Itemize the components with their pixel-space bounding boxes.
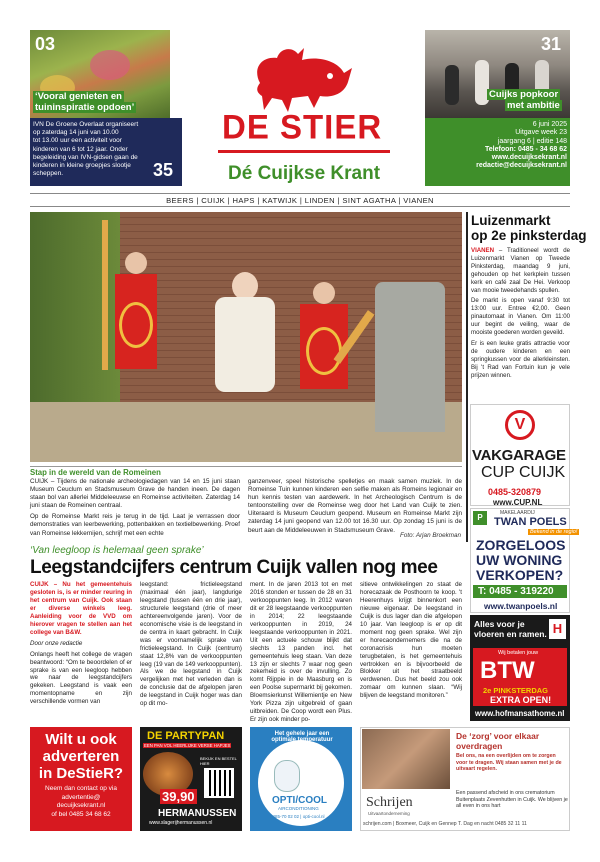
promo-right-title-1: Cuijks popkoor: [489, 89, 559, 100]
places-rule-top: [30, 193, 570, 194]
vakgarage-sub: CUP CUIJK: [481, 464, 566, 481]
hofman-btw: BTW: [480, 657, 535, 684]
logo-name: DE STIER: [222, 107, 383, 146]
article-kicker: ‘Van leegloop is helemaal geen sprake’: [30, 545, 204, 556]
twanpoels-web[interactable]: www.twanpoels.nl: [484, 601, 558, 611]
hofman-l3: 2e PINKSTERDAG: [483, 686, 549, 695]
article-col2: leegstand: frictieleegstand (maximaal één jaar), langdurige leegstand (tussen één en drie jaar), structurele leegstand (drie of meer achtereenvolgende jaren). Voor de economische visie is de leegstand in de centra in kaart gebracht. In Cuijk was er voornamelijk sprake van frictieleegstand. In Cuijk (centrum) staat 12,8% van de verkooppunten leeg (19 van de 149 verkooppunten). Als we de leegstand in Cuijk vergelijken met het verleden dan is de conclusie dat de afgelopen jaren de leegstand in Cuijk hoger was dan op dit mo-: [140, 581, 242, 708]
schrijen-sub: Uitvaartonderneming: [368, 811, 410, 816]
schrijen-brand: Schrijen: [366, 795, 413, 810]
romans-photo[interactable]: [30, 212, 462, 462]
vakgarage-phone: 0485-320879: [488, 487, 542, 497]
partypan-web[interactable]: www.slagerijhermanussen.nl: [149, 820, 213, 826]
places-rule-bottom: [30, 206, 570, 207]
vakgarage-web[interactable]: www.CUP.NL: [493, 498, 543, 507]
promo-right-title-2: met ambitie: [507, 100, 560, 111]
twanpoels-logo-icon: P: [473, 511, 487, 525]
places-bar: BEERS | CUIJK | HAPS | KATWIJK | LINDEN | SINT AGATHA | VIANEN: [166, 196, 434, 205]
opticool-bear-icon: [274, 760, 300, 792]
schrijen-title-2: overdragen: [456, 741, 503, 751]
article-col4: sitieve ontwikkelingen zo staat de horecazaak de Posthoorn te koop. 't Heerenhuys krijgt binnenkort een nieuwe eigenaar. De leegstand in Cuijk is dus lager dan die afgelopen 10 jaar. Van leegloop is er op dit moment nog geen sprake. Wel zijn er horecaondernemers die na de coronacrisis hun moeten terugbetalen, is het gemeentehuis vertrokken en is bijvoorbeeld de Blokker uit het straatbeeld verdwenen. Dus het beeld zou ook zomaar om kunnen slaan. “Wij blijven de leegstand monitoren.”: [360, 581, 462, 700]
issue-website[interactable]: www.decuijksekrant.nl: [491, 154, 567, 162]
twanpoels-q2: UW WONING: [476, 552, 563, 568]
partypan-brand: HERMANUSSEN: [158, 808, 237, 819]
teaser-page: 35: [153, 160, 174, 180]
hofman-logo-icon: H: [549, 619, 566, 639]
sidebar-rule: [466, 212, 468, 542]
teaser-text: IVN De Groene Overlaat organiseert op zaterdag 14 juni van 10.00 tot 13.00 uur een activiteit voor kinderen van 6 tot 12 jaar. Onder begeleiding van IVN-gidsen gaan de kinderen in kleine groepjes slootje scheppen.: [33, 121, 139, 178]
opticool-top: Het gehele jaar een optimale temperatuur: [271, 731, 333, 743]
promo-right-page: 31: [541, 34, 562, 54]
article-headline: Leegstandcijfers centrum Cuijk vallen nog mee: [30, 557, 438, 578]
twanpoels-label: MAKELAARDIJ: [500, 510, 535, 516]
schrijen-title-1: De ‘zorg’ voor elkaar: [456, 731, 540, 741]
opticool-sub: AIRCONDITIONING: [278, 806, 319, 811]
promo-left-title-2: tuininspiratie opdoen’: [35, 102, 135, 113]
schrijen-body2: Een passend afscheid in ons crematorium Buitenplaats Zevenhutten in Cuijk. We blijven je all even in ons hart: [456, 790, 568, 810]
hofman-l2: vloeren en ramen.: [474, 629, 547, 639]
hofman-l1: Alles voor je: [474, 619, 525, 629]
logo-rule: [218, 150, 390, 153]
schrijen-photo: [362, 729, 450, 789]
photo-caption-col2: ganzenveer, speel historische spelletjes en maak samen muziek. In de Romeinse Tuin kunnen kinderen een selfie maken als Romeins legionair en hun kennis testen van aardewerk. In het Archeologisch Centrum is de tentoonstelling over de Romeinse weg door het Land van Cuijk te zien. Uiteraard is Museum Ceuclum geopend. Museum en Romeinse Markt zijn zaterdag 14 juni geopend van 12.00 tot 16.30 uur. Op zondag 15 juni is de beurt aan de Middeleeuwen in Stadsmuseum Grave.: [248, 478, 462, 534]
partypan-sub: EEN PAN VOL HEERLIJKE VERSE HAPJES: [144, 743, 231, 748]
hofman-l4: EXTRA OPEN!: [490, 695, 552, 705]
issue-phone: Telefoon: 0485 - 34 68 62: [485, 145, 567, 153]
twanpoels-phone: T: 0485 - 319220: [478, 586, 554, 597]
hofman-web[interactable]: www.hofmansathome.nl: [475, 709, 565, 718]
partypan-qr-label: BEKIJK EN BESTEL HIER: [200, 756, 237, 766]
partypan-price: 39,90: [162, 789, 195, 804]
sidebar-title-2: op 2e pinksterdag: [471, 228, 587, 243]
issue-email[interactable]: redactie@decuijksekrant.nl: [476, 162, 567, 170]
sidebar-title-1: Luizenmarkt: [471, 213, 551, 228]
photo-caption-rule: [30, 466, 462, 467]
logo-tagline: Dé Cuijkse Krant: [228, 163, 381, 184]
twanpoels-q1: ZORGELOOS: [476, 537, 566, 553]
issue-info: [430, 121, 567, 171]
opticool-brand: OPTI/COOL: [272, 795, 327, 806]
schrijen-footer[interactable]: schrijen.com | Boxmeer, Cuijk en Gennep T. Dag en nacht 0485 32 11 11: [363, 821, 527, 827]
vakgarage-name: VAKGARAGE: [472, 447, 566, 464]
vakgarage-logo-icon: V: [505, 410, 535, 440]
twanpoels-q3: VERKOPEN?: [476, 567, 564, 583]
promo-left-page: 03: [35, 34, 56, 54]
issue-volume: jaargang 6 | editie 148: [497, 137, 567, 145]
issue-date: 6 juni 2025: [532, 121, 567, 128]
opticool-phone: 0485-70 02 02 | opti-cool.nl: [270, 814, 325, 819]
schrijen-body: Bel ons, na een overlijden om te zorgen voor te dragen. Wij staan samen met je de uitvaart regelen.: [456, 753, 562, 773]
adverteren-text: Wilt u ook adverteren in DeStieR? Neem dan contact op via advertentie@ decuijksekrant.nl of bel 0485 34 68 62: [38, 731, 124, 818]
photo-credit: Foto: Arjan Broekman: [400, 532, 462, 539]
twanpoels-slogan: Bekend in de regio!: [530, 529, 578, 535]
issue-week: Uitgave week 23: [515, 129, 567, 137]
hofman-badge: Wij betalen jouw: [498, 650, 539, 656]
article-col3: ment. In de jaren 2013 tot en met 2016 stonden er tussen de 28 en 31 verkooppunten leeg. In 2012 waren dit er 28 leegstaande verkooppunten in 2014; 22 leegstaande verkooppunten in 2019, 24 leegstaande verkooppunten in 2021. Uit een actuele schouw blijkt dat slechts 13 panden incl. het gemeentehuis leeg staan. Van deze 13 zijn er slechts 7 waar nog geen zekerheid is over de invulling. Zo komt Rijppie in de Maasburg en is een Poolse supermarkt bij gekomen. Bloemsierkunst Willemientje en New York Pizza zijn uitgebreid of gaan uitbreiden. De Coop wordt een Plus. Er zijn ook minder po-: [250, 581, 352, 724]
photo-caption-col1: CUIJK – Tijdens de nationale archeologiedagen van 14 en 15 juni staan Museum Ceuclum en Stadsmuseum Grave de handen ineen. De dagen staan bol van allerlei Middeleeuwse en Romeinse activiteiten. Zaterdag 14 juni staan de Romeinen centraal. Op de Romeinse Markt reis je terug in de tijd. Laat je verrassen door demonstraties van leerbewerking, pottenbakken en textielbewerking. Proef van Romeinse lekkernijen, schrijf met een echte: [30, 478, 240, 537]
article-col1: CUIJK – Nu het gemeentehuis gesloten is, is er minder reuring in het centrum van Cuijk. Ook staan er diverse winkels leeg. Aanleiding voor de VVD om hierover vragen te stellen aan het college van B&W. Door onze redactie Onlangs heeft het college de vragen beantwoord: “Om te beoordelen of er sprake is van een leegloop hebben we naar de leegstandcijfers gekeken. Leegstand is vaak een momentopname en zijn verschillende vormen van: [30, 581, 132, 706]
twanpoels-name: TWAN POELS: [494, 516, 567, 528]
promo-left-title-1: ‘Vooral genieten en: [35, 91, 122, 102]
sidebar-body: VIANEN – Traditioneel wordt de Luizenmarkt Vianen op Tweede Pinksterdag, maandag 9 juni, gehouden op het kerkplein tussen kerk en café zaal De Hei. Verkoop van mooie tweedehands spullen. De markt is open vanaf 9:30 tot 13:00 uur. Entree €2,00. Geen pinautomaat in Vianen. Om 11:00 uur begint de veiling, waar de mooiste goederen worden geveild. Er is een leuke gratis attractie voor de oudere kinderen en een springkussen voor de allerkleinsten. Bij 't Rad van Fortuin kun je vele prijzen winnen.: [471, 247, 570, 379]
partypan-name: DE PARTYPAN: [147, 730, 225, 742]
partypan-qr-icon[interactable]: [204, 768, 234, 798]
photo-caption-title: Stap in de wereld van de Romeinen: [30, 468, 161, 477]
